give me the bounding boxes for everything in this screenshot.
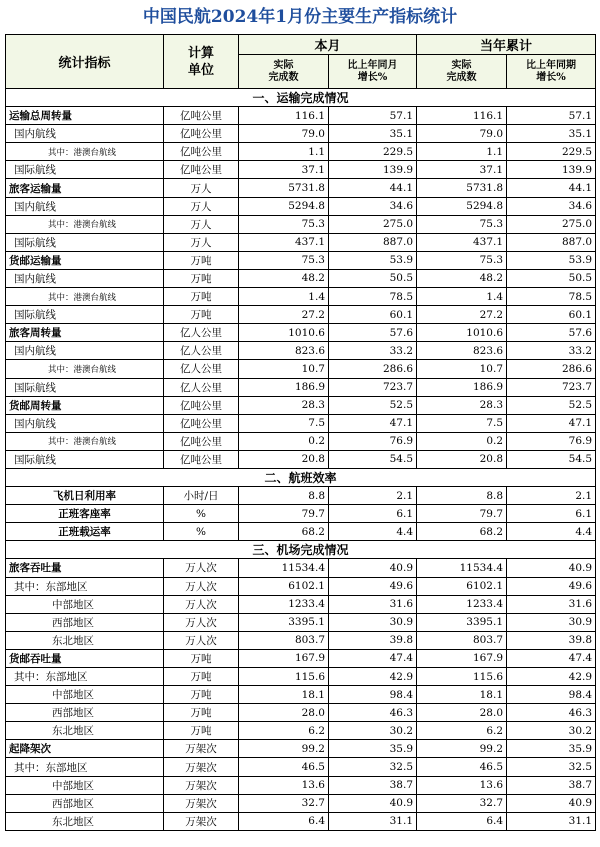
row-ytd-growth: 40.9 (507, 794, 596, 812)
row-month-growth: 31.6 (329, 595, 417, 613)
row-label: 货邮运输量 (6, 251, 164, 269)
row-label: 货邮吞吐量 (6, 649, 164, 667)
row-month-actual: 8.8 (239, 487, 329, 505)
row-ytd-growth: 139.9 (507, 161, 596, 179)
header-indicator: 统计指标 (6, 35, 164, 89)
row-unit: 万人 (164, 233, 239, 251)
row-month-growth: 46.3 (329, 704, 417, 722)
row-month-actual: 5731.8 (239, 179, 329, 197)
row-ytd-actual: 6.4 (417, 812, 507, 830)
row-month-actual: 116.1 (239, 107, 329, 125)
row-month-growth: 39.8 (329, 631, 417, 649)
row-unit: 万吨 (164, 704, 239, 722)
row-unit: 万架次 (164, 812, 239, 830)
row-month-growth: 54.5 (329, 450, 417, 468)
row-unit: 亿吨公里 (164, 143, 239, 161)
row-ytd-growth: 32.5 (507, 758, 596, 776)
table-row (6, 432, 596, 450)
row-ytd-growth: 31.1 (507, 812, 596, 830)
table-body (6, 89, 596, 831)
row-month-actual: 5294.8 (239, 197, 329, 215)
row-ytd-actual: 27.2 (417, 306, 507, 324)
row-label: 其中：港澳台航线 (6, 432, 164, 450)
row-label: 旅客运输量 (6, 179, 164, 197)
row-ytd-growth: 2.1 (507, 487, 596, 505)
row-ytd-growth: 40.9 (507, 559, 596, 577)
row-unit: 亿吨公里 (164, 432, 239, 450)
row-unit: 万吨 (164, 722, 239, 740)
row-ytd-actual: 75.3 (417, 251, 507, 269)
row-label: 国际航线 (6, 233, 164, 251)
row-ytd-actual: 803.7 (417, 631, 507, 649)
row-label: 其中：港澳台航线 (6, 143, 164, 161)
row-label: 正班客座率 (6, 505, 164, 523)
row-ytd-growth: 47.1 (507, 414, 596, 432)
row-month-growth: 40.9 (329, 559, 417, 577)
row-month-growth: 723.7 (329, 378, 417, 396)
row-month-growth: 887.0 (329, 233, 417, 251)
row-month-actual: 115.6 (239, 668, 329, 686)
row-month-actual: 28.3 (239, 396, 329, 414)
row-unit: 万吨 (164, 251, 239, 269)
row-ytd-growth: 30.2 (507, 722, 596, 740)
row-month-actual: 3395.1 (239, 613, 329, 631)
table-row (6, 342, 596, 360)
row-ytd-actual: 48.2 (417, 269, 507, 287)
row-month-growth: 286.6 (329, 360, 417, 378)
page-title: 中国民航2024年1月份主要生产指标统计 (142, 7, 458, 27)
table-row (6, 324, 596, 342)
row-label: 其中：东部地区 (6, 758, 164, 776)
row-month-actual: 0.2 (239, 432, 329, 450)
row-month-actual: 7.5 (239, 414, 329, 432)
row-month-growth: 30.9 (329, 613, 417, 631)
table-row (6, 595, 596, 613)
table-row (6, 360, 596, 378)
row-unit: 万吨 (164, 668, 239, 686)
row-ytd-actual: 18.1 (417, 686, 507, 704)
row-unit: 亿吨公里 (164, 396, 239, 414)
table-row (6, 161, 596, 179)
row-ytd-growth: 35.1 (507, 125, 596, 143)
row-month-growth: 34.6 (329, 197, 417, 215)
row-label: 国际航线 (6, 161, 164, 179)
row-label: 其中：港澳台航线 (6, 288, 164, 306)
row-month-actual: 75.3 (239, 215, 329, 233)
row-month-growth: 31.1 (329, 812, 417, 830)
section-header (6, 468, 596, 486)
row-month-growth: 57.6 (329, 324, 417, 342)
row-label: 其中：港澳台航线 (6, 215, 164, 233)
row-month-growth: 98.4 (329, 686, 417, 704)
section-title: 二、航班效率 (6, 468, 596, 486)
row-ytd-growth: 286.6 (507, 360, 596, 378)
table-row (6, 143, 596, 161)
row-ytd-growth: 887.0 (507, 233, 596, 251)
row-month-actual: 6.2 (239, 722, 329, 740)
row-label: 国际航线 (6, 450, 164, 468)
row-ytd-growth: 33.2 (507, 342, 596, 360)
row-month-growth: 57.1 (329, 107, 417, 125)
row-unit: 亿人公里 (164, 324, 239, 342)
row-unit: 万人 (164, 215, 239, 233)
row-ytd-growth: 53.9 (507, 251, 596, 269)
row-unit: % (164, 523, 239, 541)
row-unit: 亿人公里 (164, 342, 239, 360)
row-month-growth: 32.5 (329, 758, 417, 776)
row-month-actual: 48.2 (239, 269, 329, 287)
table-row (6, 613, 596, 631)
row-month-growth: 50.5 (329, 269, 417, 287)
header-month-actual (239, 55, 329, 89)
row-unit: 万架次 (164, 776, 239, 794)
row-unit: 万人次 (164, 559, 239, 577)
row-label: 旅客吞吐量 (6, 559, 164, 577)
row-unit: 亿吨公里 (164, 125, 239, 143)
section-title: 三、机场完成情况 (6, 541, 596, 559)
row-month-actual: 37.1 (239, 161, 329, 179)
table-row (6, 776, 596, 794)
row-ytd-actual: 79.7 (417, 505, 507, 523)
row-month-actual: 167.9 (239, 649, 329, 667)
row-unit: 万架次 (164, 758, 239, 776)
header-month-actual-line2: 完成数 (268, 71, 299, 83)
row-unit: 万人次 (164, 613, 239, 631)
table-row (6, 758, 596, 776)
row-month-growth: 47.1 (329, 414, 417, 432)
row-month-actual: 27.2 (239, 306, 329, 324)
table-row (6, 251, 596, 269)
row-month-growth: 53.9 (329, 251, 417, 269)
table-row (6, 197, 596, 215)
row-month-actual: 1.4 (239, 288, 329, 306)
row-month-growth: 35.9 (329, 740, 417, 758)
row-ytd-growth: 42.9 (507, 668, 596, 686)
row-ytd-actual: 13.6 (417, 776, 507, 794)
row-ytd-growth: 57.1 (507, 107, 596, 125)
row-month-growth: 6.1 (329, 505, 417, 523)
row-unit: 亿人公里 (164, 378, 239, 396)
table-row (6, 559, 596, 577)
row-month-growth: 229.5 (329, 143, 417, 161)
row-unit: 万吨 (164, 686, 239, 704)
row-month-growth: 139.9 (329, 161, 417, 179)
row-month-actual: 32.7 (239, 794, 329, 812)
row-label: 东北地区 (6, 631, 164, 649)
row-ytd-growth: 78.5 (507, 288, 596, 306)
header-ytd-growth-line1: 比上年同期 (526, 59, 577, 71)
header-ytd-actual-line1: 实际 (451, 59, 472, 71)
row-month-growth: 33.2 (329, 342, 417, 360)
row-ytd-actual: 7.5 (417, 414, 507, 432)
row-month-growth: 2.1 (329, 487, 417, 505)
row-ytd-growth: 47.4 (507, 649, 596, 667)
row-ytd-actual: 75.3 (417, 215, 507, 233)
row-month-actual: 79.0 (239, 125, 329, 143)
row-unit: 万人 (164, 197, 239, 215)
row-month-growth: 30.2 (329, 722, 417, 740)
header-month-growth-line2: 增长% (357, 71, 388, 83)
row-month-actual: 13.6 (239, 776, 329, 794)
row-month-growth: 4.4 (329, 523, 417, 541)
table-row (6, 288, 596, 306)
row-month-actual: 18.1 (239, 686, 329, 704)
header-ytd-actual (417, 55, 507, 89)
row-ytd-growth: 44.1 (507, 179, 596, 197)
row-unit: 亿吨公里 (164, 107, 239, 125)
table-header (6, 35, 596, 89)
table-row (6, 414, 596, 432)
row-label: 飞机日利用率 (6, 487, 164, 505)
row-ytd-actual: 79.0 (417, 125, 507, 143)
row-ytd-actual: 68.2 (417, 523, 507, 541)
row-month-growth: 60.1 (329, 306, 417, 324)
table-row (6, 523, 596, 541)
table-row (6, 269, 596, 287)
table-row (6, 740, 596, 758)
row-month-actual: 186.9 (239, 378, 329, 396)
row-ytd-actual: 1.1 (417, 143, 507, 161)
row-ytd-actual: 3395.1 (417, 613, 507, 631)
row-label: 国内航线 (6, 414, 164, 432)
row-ytd-actual: 28.3 (417, 396, 507, 414)
row-ytd-growth: 46.3 (507, 704, 596, 722)
row-ytd-growth: 54.5 (507, 450, 596, 468)
row-label: 中部地区 (6, 686, 164, 704)
table-row (6, 378, 596, 396)
row-month-growth: 42.9 (329, 668, 417, 686)
row-unit: 万吨 (164, 269, 239, 287)
row-unit: 小时/日 (164, 487, 239, 505)
row-label: 其中：东部地区 (6, 577, 164, 595)
row-month-actual: 79.7 (239, 505, 329, 523)
row-label: 西部地区 (6, 704, 164, 722)
table-row (6, 631, 596, 649)
row-label: 国际航线 (6, 378, 164, 396)
row-month-actual: 1010.6 (239, 324, 329, 342)
row-ytd-actual: 116.1 (417, 107, 507, 125)
row-ytd-actual: 6102.1 (417, 577, 507, 595)
table-row (6, 487, 596, 505)
row-label: 东北地区 (6, 812, 164, 830)
row-ytd-actual: 1233.4 (417, 595, 507, 613)
row-label: 其中：东部地区 (6, 668, 164, 686)
table-row (6, 577, 596, 595)
row-unit: 亿吨公里 (164, 161, 239, 179)
row-ytd-actual: 99.2 (417, 740, 507, 758)
row-month-growth: 52.5 (329, 396, 417, 414)
row-month-growth: 38.7 (329, 776, 417, 794)
row-label: 货邮周转量 (6, 396, 164, 414)
header-ytd-growth-line2: 增长% (536, 71, 566, 83)
row-month-actual: 1.1 (239, 143, 329, 161)
table-row (6, 505, 596, 523)
header-ytd: 当年累计 (417, 35, 596, 55)
row-ytd-growth: 98.4 (507, 686, 596, 704)
row-label: 西部地区 (6, 794, 164, 812)
table-row (6, 107, 596, 125)
row-label: 国内航线 (6, 269, 164, 287)
row-ytd-actual: 20.8 (417, 450, 507, 468)
row-label: 起降架次 (6, 740, 164, 758)
row-ytd-actual: 115.6 (417, 668, 507, 686)
row-ytd-growth: 39.8 (507, 631, 596, 649)
row-month-growth: 40.9 (329, 794, 417, 812)
row-ytd-actual: 167.9 (417, 649, 507, 667)
row-month-actual: 6.4 (239, 812, 329, 830)
row-ytd-actual: 1010.6 (417, 324, 507, 342)
row-label: 国内航线 (6, 197, 164, 215)
row-ytd-growth: 31.6 (507, 595, 596, 613)
row-unit: 万吨 (164, 649, 239, 667)
row-label: 国内航线 (6, 342, 164, 360)
table-row (6, 396, 596, 414)
row-ytd-actual: 5294.8 (417, 197, 507, 215)
row-month-growth: 47.4 (329, 649, 417, 667)
row-unit: % (164, 505, 239, 523)
row-ytd-actual: 11534.4 (417, 559, 507, 577)
header-unit-line2: 单位 (187, 62, 214, 78)
row-unit: 万架次 (164, 740, 239, 758)
section-header (6, 89, 596, 107)
stats-table (5, 34, 596, 831)
row-ytd-growth: 35.9 (507, 740, 596, 758)
row-label: 国内航线 (6, 125, 164, 143)
table-row (6, 668, 596, 686)
row-month-actual: 823.6 (239, 342, 329, 360)
row-ytd-actual: 5731.8 (417, 179, 507, 197)
header-month-growth (329, 55, 417, 89)
table-row (6, 233, 596, 251)
row-ytd-actual: 10.7 (417, 360, 507, 378)
row-unit: 万人次 (164, 577, 239, 595)
row-label: 中部地区 (6, 776, 164, 794)
row-month-actual: 803.7 (239, 631, 329, 649)
table-row (6, 704, 596, 722)
row-ytd-actual: 6.2 (417, 722, 507, 740)
row-ytd-growth: 49.6 (507, 577, 596, 595)
row-month-growth: 49.6 (329, 577, 417, 595)
row-ytd-actual: 32.7 (417, 794, 507, 812)
row-ytd-growth: 50.5 (507, 269, 596, 287)
row-ytd-actual: 823.6 (417, 342, 507, 360)
table-row (6, 794, 596, 812)
row-label: 旅客周转量 (6, 324, 164, 342)
row-label: 正班载运率 (6, 523, 164, 541)
table-row (6, 686, 596, 704)
row-ytd-actual: 28.0 (417, 704, 507, 722)
row-ytd-actual: 8.8 (417, 487, 507, 505)
row-ytd-growth: 30.9 (507, 613, 596, 631)
row-label: 国际航线 (6, 306, 164, 324)
header-ytd-actual-line2: 完成数 (446, 71, 477, 83)
header-unit-line1: 计算 (187, 45, 214, 61)
table-row (6, 306, 596, 324)
row-month-growth: 78.5 (329, 288, 417, 306)
row-unit: 亿人公里 (164, 360, 239, 378)
row-unit: 亿吨公里 (164, 450, 239, 468)
row-unit: 万人 (164, 179, 239, 197)
header-month-growth-line1: 比上年同月 (347, 59, 398, 71)
row-unit: 亿吨公里 (164, 414, 239, 432)
row-month-actual: 1233.4 (239, 595, 329, 613)
row-ytd-growth: 723.7 (507, 378, 596, 396)
row-month-actual: 68.2 (239, 523, 329, 541)
header-ytd-growth (507, 55, 596, 89)
row-ytd-actual: 0.2 (417, 432, 507, 450)
row-month-actual: 437.1 (239, 233, 329, 251)
row-label: 运输总周转量 (6, 107, 164, 125)
row-label: 其中：港澳台航线 (6, 360, 164, 378)
row-ytd-actual: 46.5 (417, 758, 507, 776)
row-month-actual: 20.8 (239, 450, 329, 468)
header-unit (164, 35, 239, 89)
row-ytd-actual: 186.9 (417, 378, 507, 396)
row-month-growth: 35.1 (329, 125, 417, 143)
row-label: 中部地区 (6, 595, 164, 613)
row-month-actual: 46.5 (239, 758, 329, 776)
table-row (6, 649, 596, 667)
row-ytd-growth: 76.9 (507, 432, 596, 450)
row-month-actual: 10.7 (239, 360, 329, 378)
row-ytd-growth: 60.1 (507, 306, 596, 324)
row-ytd-actual: 1.4 (417, 288, 507, 306)
header-current-month: 本月 (239, 35, 417, 55)
row-ytd-growth: 4.4 (507, 523, 596, 541)
table-row (6, 215, 596, 233)
row-ytd-actual: 437.1 (417, 233, 507, 251)
table-row (6, 179, 596, 197)
row-unit: 万架次 (164, 794, 239, 812)
row-month-growth: 76.9 (329, 432, 417, 450)
row-month-actual: 28.0 (239, 704, 329, 722)
row-ytd-growth: 34.6 (507, 197, 596, 215)
row-ytd-growth: 38.7 (507, 776, 596, 794)
row-unit: 万吨 (164, 306, 239, 324)
section-title: 一、运输完成情况 (6, 89, 596, 107)
row-month-actual: 99.2 (239, 740, 329, 758)
row-ytd-growth: 6.1 (507, 505, 596, 523)
header-month-actual-line1: 实际 (273, 59, 294, 71)
row-month-actual: 11534.4 (239, 559, 329, 577)
table-row (6, 812, 596, 830)
table-row (6, 125, 596, 143)
table-row (6, 722, 596, 740)
row-label: 西部地区 (6, 613, 164, 631)
row-label: 东北地区 (6, 722, 164, 740)
table-row (6, 450, 596, 468)
row-ytd-growth: 52.5 (507, 396, 596, 414)
row-ytd-growth: 229.5 (507, 143, 596, 161)
row-unit: 万吨 (164, 288, 239, 306)
row-ytd-actual: 37.1 (417, 161, 507, 179)
row-month-actual: 6102.1 (239, 577, 329, 595)
row-month-growth: 275.0 (329, 215, 417, 233)
row-ytd-growth: 57.6 (507, 324, 596, 342)
row-ytd-growth: 275.0 (507, 215, 596, 233)
section-header (6, 541, 596, 559)
row-month-growth: 44.1 (329, 179, 417, 197)
row-month-actual: 75.3 (239, 251, 329, 269)
row-unit: 万人次 (164, 595, 239, 613)
row-unit: 万人次 (164, 631, 239, 649)
